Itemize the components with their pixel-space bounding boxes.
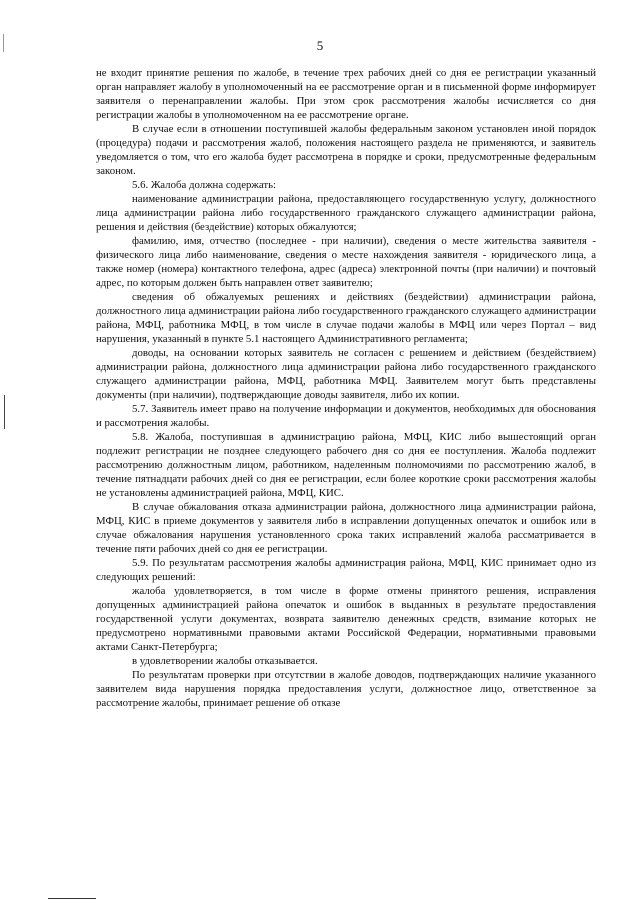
paragraph: 5.8. Жалоба, поступившая в администрацию района, МФЦ, КИС либо вышестоящий орган подлежит регистрации не позднее следующего рабочего дня со дня ее поступления. Жалоба подлежит рассмотрению должностным лицом, работником, наделенным полномочиями по рассмотрению жалоб, в течение пятнадцати рабочих дней со дня ее регистрации, если более короткие сроки рассмотрения жалобы не установлены администрацией района, МФЦ, КИС. bbox=[96, 431, 596, 499]
paragraph: фамилию, имя, отчество (последнее - при наличии), сведения о месте жительства заявителя - физического лица либо наименование, сведения о месте нахождения заявителя - юридического лица, а также номер (номера) контактного телефона, адрес (адреса) электронной почты (при наличии) и почтовый адрес, по которым должен быть направлен ответ заявителю; bbox=[96, 235, 596, 289]
paragraph: По результатам проверки при отсутствии в жалобе доводов, подтверждающих наличие указанного заявителем вида нарушения порядка предоставления услуги, должностное лицо, ответственное за рассмотрение жалобы, принимает решение об отказе bbox=[96, 669, 596, 709]
paragraph: наименование администрации района, предоставляющего государственную услугу, должностного лица администрации района либо государственного гражданского служащего администрации района, решения и действия (бездействие) которых обжалуются; bbox=[96, 193, 596, 233]
margin-scan-mark bbox=[4, 395, 5, 429]
section-heading: 5.6. Жалоба должна содержать: bbox=[132, 179, 277, 191]
paragraph: доводы, на основании которых заявитель не согласен с решением и действием (бездействием) администрации района, должностного лица администрации района либо государственного гражданского служащего администрации района, МФЦ, работника МФЦ. Заявителем могут быть представлены документы (при наличии), подтверждающие доводы заявителя, либо их копии. bbox=[96, 347, 596, 401]
paragraph: не входит принятие решения по жалобе, в течение трех рабочих дней со дня ее регистрации указанный орган направляет жалобу в уполномоченный на ее рассмотрение орган и в письменной форме информирует заявителя о перенаправлении жалобы. При этом срок рассмотрения жалобы исчисляется со дня регистрации жалобы в уполномоченном на ее рассмотрение органе. bbox=[96, 67, 596, 121]
document-body bbox=[96, 66, 596, 710]
page-number: 5 bbox=[316, 38, 324, 53]
paragraph: жалоба удовлетворяется, в том числе в форме отмены принятого решения, исправления допущенных администрацией района опечаток и ошибок в выданных в результате предоставления государственной услуги документах, возврата заявителю денежных средств, взимание которых не предусмотрено нормативными правовыми актами Российской Федерации, нормативными правовыми актами Санкт-Петербурга; bbox=[96, 585, 596, 653]
paragraph: сведения об обжалуемых решениях и действиях (бездействии) администрации района, должностного лица администрации района либо государственного гражданского служащего администрации района, МФЦ, работника МФЦ, в том числе в случае подачи жалобы в МФЦ или через Портал – вид нарушения, указанный в пункте 5.1 настоящего Административного регламента; bbox=[96, 291, 596, 345]
paragraph: В случае если в отношении поступившей жалобы федеральным законом установлен иной порядок (процедура) подачи и рассмотрения жалоб, положения настоящего раздела не применяются, и заявитель уведомляется о том, что его жалоба будет рассмотрена в порядке и сроки, предусмотренные федеральным законом. bbox=[96, 123, 596, 177]
paragraph: 5.7. Заявитель имеет право на получение информации и документов, необходимых для обоснования и рассмотрения жалобы. bbox=[96, 403, 596, 429]
paragraph: В случае обжалования отказа администрации района, должностного лица администрации района, МФЦ, КИС в приеме документов у заявителя либо в исправлении допущенных опечаток и ошибок или в случае обжалования нарушения установленного срока таких исправлений жалоба рассматривается в течение пяти рабочих дней со дня ее регистрации. bbox=[96, 501, 596, 555]
paragraph: 5.9. По результатам рассмотрения жалобы администрация района, МФЦ, КИС принимает одно из следующих решений: bbox=[96, 557, 596, 583]
footnote-rule bbox=[48, 898, 96, 899]
paragraph: в удовлетворении жалобы отказывается. bbox=[132, 655, 318, 667]
